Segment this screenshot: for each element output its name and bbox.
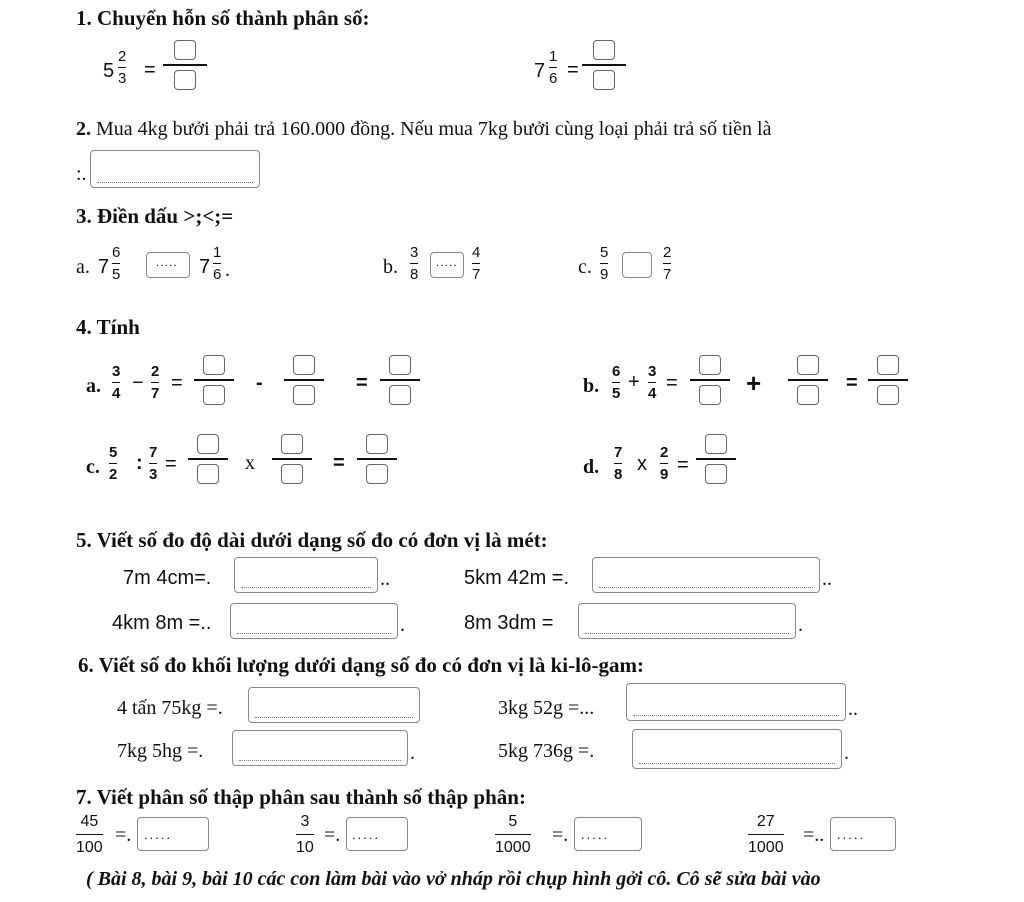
q4d-equals: = — [677, 454, 689, 476]
q3a-whole1: 7 — [98, 256, 110, 278]
q7-item3-answer[interactable] — [574, 817, 642, 851]
q5-title: 5. Viết số đo độ dài dưới dạng số đo có đơn vị là mét: — [76, 528, 548, 552]
q3a-num1: 6 — [112, 244, 121, 261]
q4a-label: a. — [86, 375, 101, 397]
q1b-whole: 7 — [534, 60, 546, 82]
q7-title: 7. Viết phân số thập phân sau thành số thập phân: — [76, 785, 526, 809]
q7-item2-den: 10 — [296, 839, 314, 857]
q4a-equals: = — [171, 372, 183, 394]
q4c-num2: 7 — [149, 444, 158, 461]
q3b-den1: 8 — [410, 266, 419, 284]
q2-text: Mua 4kg bưởi phải trả 160.000 đồng. Nếu mua 7kg bưởi cùng loại phải trả số tiền là — [96, 118, 772, 140]
q4b-equals2: = — [846, 372, 858, 394]
q4c-den1: 2 — [109, 466, 118, 484]
q7-item1-den: 100 — [76, 839, 103, 857]
q2-colon: :. — [76, 163, 87, 185]
q3c-den2: 7 — [663, 266, 672, 284]
q6-item4-label: 5kg 736g =. — [498, 740, 595, 762]
q4d-fraction2 — [660, 444, 668, 483]
q4c-fraction1 — [109, 444, 117, 483]
q7-item3-eq: =. — [552, 824, 569, 846]
q5-item4-label: 8m 3dm = — [464, 612, 554, 634]
q3c-num1: 5 — [600, 244, 609, 261]
q4d-operator: x — [637, 453, 647, 475]
q4a-den2: 7 — [151, 385, 160, 403]
q7-item2-num: 3 — [300, 813, 310, 830]
q4c-num1: 5 — [109, 444, 118, 461]
q7-item2-eq: =. — [324, 824, 341, 846]
q1-title: 1. Chuyển hỗn số thành phân số: — [76, 6, 370, 30]
q4b-answer2[interactable] — [788, 355, 828, 405]
q3b-fraction1 — [410, 244, 418, 283]
q4c-label: c. — [86, 456, 100, 478]
q1a-answer[interactable] — [163, 40, 207, 90]
q4d-den1: 8 — [614, 466, 623, 484]
q7-item1-answer[interactable] — [137, 817, 209, 851]
q5-item2-tail: .. — [822, 568, 832, 590]
q4a-equals2: = — [356, 372, 368, 394]
q3c-num2: 2 — [663, 244, 672, 261]
q4c-den2: 3 — [149, 466, 158, 484]
q7-item4-dots: ..... — [837, 827, 866, 842]
q4b-fraction1 — [612, 363, 620, 402]
q4a-num1: 3 — [112, 363, 121, 380]
q4c-answer3[interactable] — [357, 434, 397, 484]
q4d-label: d. — [583, 456, 600, 478]
q4a-operator: − — [132, 372, 144, 394]
q1a-den: 3 — [118, 70, 127, 88]
q3a-whole2: 7 — [199, 256, 211, 278]
q1a-whole: 5 — [103, 60, 115, 82]
q4b-den1: 5 — [612, 385, 621, 403]
q6-item3-answer[interactable] — [232, 730, 408, 766]
q3-title: 3. Điền dấu >;<;= — [76, 204, 234, 228]
q7-item3-dots: ..... — [581, 827, 610, 842]
q6-item2-label: 3kg 52g =... — [498, 697, 595, 719]
q7-item4-answer[interactable] — [830, 817, 896, 851]
q7-item3-den: 1000 — [495, 839, 531, 857]
q5-item3-tail: . — [400, 614, 405, 636]
q4c-fraction2 — [149, 444, 157, 483]
q7-item4-fraction — [748, 813, 784, 856]
q1b-den: 6 — [549, 70, 558, 88]
q4d-answer[interactable] — [696, 434, 736, 484]
q2-line — [76, 118, 772, 141]
q5-item3-answer[interactable] — [230, 603, 398, 639]
q4c-equals2: = — [333, 452, 345, 474]
q1a-num: 2 — [118, 48, 127, 65]
q5-item4-tail: . — [798, 614, 803, 636]
q6-item2-answer[interactable] — [626, 683, 846, 721]
q5-item1-label: 7m 4cm=. — [123, 567, 212, 589]
q4c-equals: = — [165, 453, 177, 475]
q3b-compare-box[interactable] — [430, 252, 464, 278]
q4a-answer1[interactable] — [194, 355, 234, 405]
q3a-compare-box[interactable] — [146, 252, 190, 278]
q7-item1-eq: =. — [115, 824, 132, 846]
q5-item2-label: 5km 42m =. — [464, 567, 570, 589]
q3a-den2: 6 — [213, 266, 222, 284]
q6-item4-tail: . — [844, 742, 849, 764]
q3b-num1: 3 — [410, 244, 419, 261]
q1b-fraction — [549, 48, 557, 87]
note-text: ( Bài 8, bài 9, bài 10 các con làm bài vào vở nháp rồi chụp hình gởi cô. Cô sẽ sửa bài vào — [86, 868, 821, 890]
q3b-dots: ..... — [436, 255, 458, 269]
q3c-label: c. — [578, 256, 592, 278]
q2-number: 2. — [76, 118, 91, 140]
q7-item3-fraction — [495, 813, 531, 856]
q4b-operator2: + — [746, 368, 762, 398]
q7-item2-dots: ..... — [352, 827, 381, 842]
q4b-den2: 4 — [648, 385, 657, 403]
q4b-equals: = — [666, 372, 678, 394]
q5-item1-answer[interactable] — [234, 557, 378, 593]
q4b-num2: 3 — [648, 363, 657, 380]
q3a-label: a. — [76, 256, 90, 278]
q3b-fraction2 — [472, 244, 480, 283]
q4-title: 4. Tính — [76, 315, 140, 339]
q4c-answer2[interactable] — [272, 434, 312, 484]
q4c-answer1[interactable] — [188, 434, 228, 484]
q7-item2-answer[interactable] — [346, 817, 408, 851]
q3a-fraction1 — [112, 244, 120, 283]
q7-item4-eq: =.. — [803, 824, 825, 846]
q1a-fraction — [118, 48, 126, 87]
q4c-operator2: x — [245, 452, 255, 474]
q7-item4-num: 27 — [756, 813, 775, 830]
q3b-den2: 7 — [472, 266, 481, 284]
q4b-label: b. — [583, 375, 600, 397]
q1b-num: 1 — [549, 48, 558, 65]
q4a-answer2[interactable] — [284, 355, 324, 405]
q2-answer-box[interactable] — [90, 150, 260, 188]
q6-item1-answer[interactable] — [248, 687, 420, 723]
q5-item2-answer[interactable] — [592, 557, 820, 593]
q4d-num1: 7 — [614, 444, 623, 461]
q4a-den1: 4 — [112, 385, 121, 403]
q7-item1-num: 45 — [80, 813, 99, 830]
q4c-operator: : — [136, 452, 143, 474]
q1b-equals: = — [567, 59, 579, 81]
q4b-fraction2 — [648, 363, 656, 402]
q7-item1-fraction — [76, 813, 103, 856]
q6-item4-answer[interactable] — [632, 729, 842, 769]
q3a-tail: . — [225, 259, 230, 281]
q3a-num2: 1 — [213, 244, 222, 261]
q4b-answer3[interactable] — [868, 355, 908, 405]
q4a-num2: 2 — [151, 363, 160, 380]
q3c-compare-box[interactable] — [622, 252, 652, 278]
q7-item2-fraction — [296, 813, 314, 856]
q3c-den1: 9 — [600, 266, 609, 284]
q4b-answer1[interactable] — [690, 355, 730, 405]
q3a-den1: 5 — [112, 266, 121, 284]
q4a-operator2: - — [256, 372, 263, 394]
q3c-fraction1 — [600, 244, 608, 283]
q4d-den2: 9 — [660, 466, 669, 484]
q6-item3-tail: . — [410, 742, 415, 764]
q4a-answer3[interactable] — [380, 355, 420, 405]
q3a-dots: ..... — [156, 255, 178, 269]
q4b-operator: + — [628, 371, 640, 393]
q5-item4-answer[interactable] — [578, 603, 796, 639]
q3b-label: b. — [383, 256, 398, 278]
q7-item1-dots: ..... — [144, 827, 173, 842]
q6-item2-tail: .. — [848, 698, 858, 720]
q3c-fraction2 — [663, 244, 671, 283]
q4a-fraction1 — [112, 363, 120, 402]
q3b-num2: 4 — [472, 244, 481, 261]
q4d-num2: 2 — [660, 444, 669, 461]
q4a-fraction2 — [151, 363, 159, 402]
q4d-fraction1 — [614, 444, 622, 483]
q1a-equals: = — [144, 59, 156, 81]
q6-title: 6. Viết số đo khối lượng dưới dạng số đo có đơn vị là ki-lô-gam: — [78, 653, 644, 677]
q5-item1-tail: .. — [380, 568, 390, 590]
q7-item4-den: 1000 — [748, 839, 784, 857]
q6-item1-label: 4 tấn 75kg =. — [117, 697, 223, 719]
q1b-answer[interactable] — [582, 40, 626, 90]
q4b-num1: 6 — [612, 363, 621, 380]
q5-item3-label: 4km 8m =.. — [112, 612, 212, 634]
q6-item3-label: 7kg 5hg =. — [117, 740, 204, 762]
q3a-fraction2 — [213, 244, 221, 283]
q7-item3-num: 5 — [508, 813, 518, 830]
